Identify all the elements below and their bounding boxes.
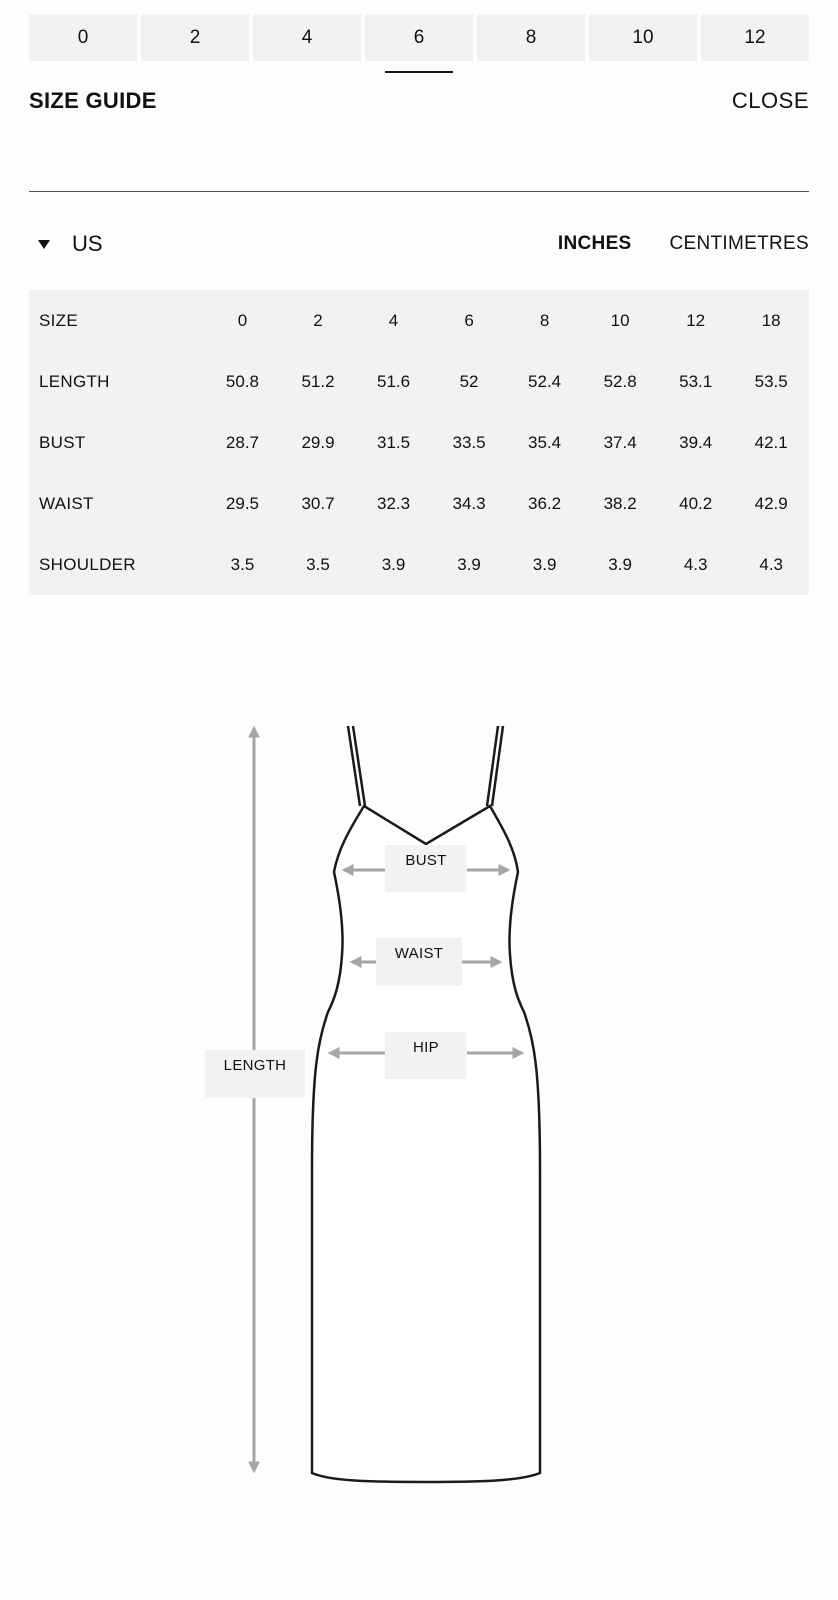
table-cell: 31.5 bbox=[376, 432, 411, 452]
unit-inches-button[interactable]: INCHES bbox=[557, 233, 632, 254]
table-cell: 40.2 bbox=[679, 493, 713, 513]
table-header-cell: 10 bbox=[610, 310, 630, 330]
table-cell: 35.4 bbox=[528, 432, 562, 452]
unit-toggle bbox=[558, 228, 809, 260]
hip-label: HIP bbox=[385, 1032, 467, 1079]
size-tab-10[interactable]: 10 bbox=[589, 14, 697, 61]
table-cell: 36.2 bbox=[528, 493, 562, 513]
size-tab-6[interactable]: 6 bbox=[365, 14, 473, 61]
measurement-diagram bbox=[0, 700, 838, 1500]
table-cell: 4.3 bbox=[683, 554, 708, 574]
table-cell: 4.3 bbox=[759, 554, 783, 574]
table-header-row bbox=[29, 290, 809, 351]
table-cell: 30.7 bbox=[301, 493, 335, 513]
row-label: LENGTH bbox=[39, 371, 110, 391]
size-guide-title: SIZE GUIDE bbox=[29, 88, 157, 113]
table-cell: 52 bbox=[459, 371, 479, 391]
unit-centimetres-button[interactable]: CENTIMETRES bbox=[669, 233, 809, 254]
table-header-cell: 12 bbox=[686, 310, 706, 330]
table-cell: 33.5 bbox=[452, 432, 486, 452]
region-selector[interactable] bbox=[29, 228, 103, 260]
table-cell: 53.1 bbox=[679, 371, 713, 391]
table-cell: 51.2 bbox=[301, 371, 335, 391]
row-label: WAIST bbox=[39, 493, 94, 513]
table-row-waist bbox=[29, 473, 809, 534]
table-cell: 39.4 bbox=[679, 432, 713, 452]
length-label: LENGTH bbox=[205, 1050, 305, 1098]
dress-straps bbox=[348, 726, 503, 806]
size-tab-4[interactable]: 4 bbox=[253, 14, 361, 61]
close-button[interactable]: CLOSE bbox=[731, 88, 809, 113]
table-cell: 29.5 bbox=[225, 493, 260, 513]
table-cell: 3.5 bbox=[306, 554, 330, 574]
table-cell: 50.8 bbox=[225, 371, 260, 391]
table-row-shoulder bbox=[29, 534, 809, 595]
table-header-label: SIZE bbox=[39, 310, 78, 330]
table-row-bust bbox=[29, 412, 809, 473]
size-tab-0[interactable]: 0 bbox=[29, 14, 137, 61]
table-header-cell: 18 bbox=[761, 310, 781, 330]
table-header-cell: 0 bbox=[237, 310, 248, 330]
table-row-length bbox=[29, 351, 809, 412]
table-cell: 34.3 bbox=[452, 493, 486, 513]
waist-label: WAIST bbox=[376, 938, 462, 986]
table-cell: 28.7 bbox=[225, 432, 260, 452]
table-cell: 38.2 bbox=[603, 493, 637, 513]
table-header-cell: 8 bbox=[539, 310, 550, 330]
table-cell: 52.4 bbox=[528, 371, 562, 391]
size-tab-2[interactable]: 2 bbox=[141, 14, 249, 61]
table-cell: 51.6 bbox=[376, 371, 411, 391]
table-header-cell: 2 bbox=[313, 310, 323, 330]
size-table bbox=[29, 290, 809, 595]
table-cell: 52.8 bbox=[603, 371, 637, 391]
region-label: US bbox=[72, 231, 103, 256]
table-cell: 3.5 bbox=[230, 554, 255, 574]
table-header-cell: 6 bbox=[464, 310, 474, 330]
table-cell: 3.9 bbox=[457, 554, 481, 574]
size-tab-12[interactable]: 12 bbox=[701, 14, 809, 61]
table-cell: 53.5 bbox=[754, 371, 788, 391]
dress-outline bbox=[312, 806, 540, 1482]
table-cell: 37.4 bbox=[603, 432, 637, 452]
dress-illustration bbox=[0, 700, 838, 1500]
table-cell: 3.9 bbox=[381, 554, 406, 574]
table-cell: 42.9 bbox=[754, 493, 788, 513]
triangle-down-icon bbox=[38, 240, 50, 249]
size-tab-8[interactable]: 8 bbox=[477, 14, 585, 61]
table-cell: 3.9 bbox=[608, 554, 632, 574]
row-label: BUST bbox=[39, 432, 86, 452]
table-cell: 29.9 bbox=[301, 432, 335, 452]
table-header-cell: 4 bbox=[388, 310, 399, 330]
size-tabs bbox=[29, 14, 809, 61]
table-cell: 3.9 bbox=[532, 554, 557, 574]
bust-label: BUST bbox=[385, 845, 467, 892]
divider bbox=[29, 191, 809, 192]
row-label: SHOULDER bbox=[39, 554, 136, 574]
table-cell: 32.3 bbox=[376, 493, 411, 513]
table-cell: 42.1 bbox=[754, 432, 788, 452]
